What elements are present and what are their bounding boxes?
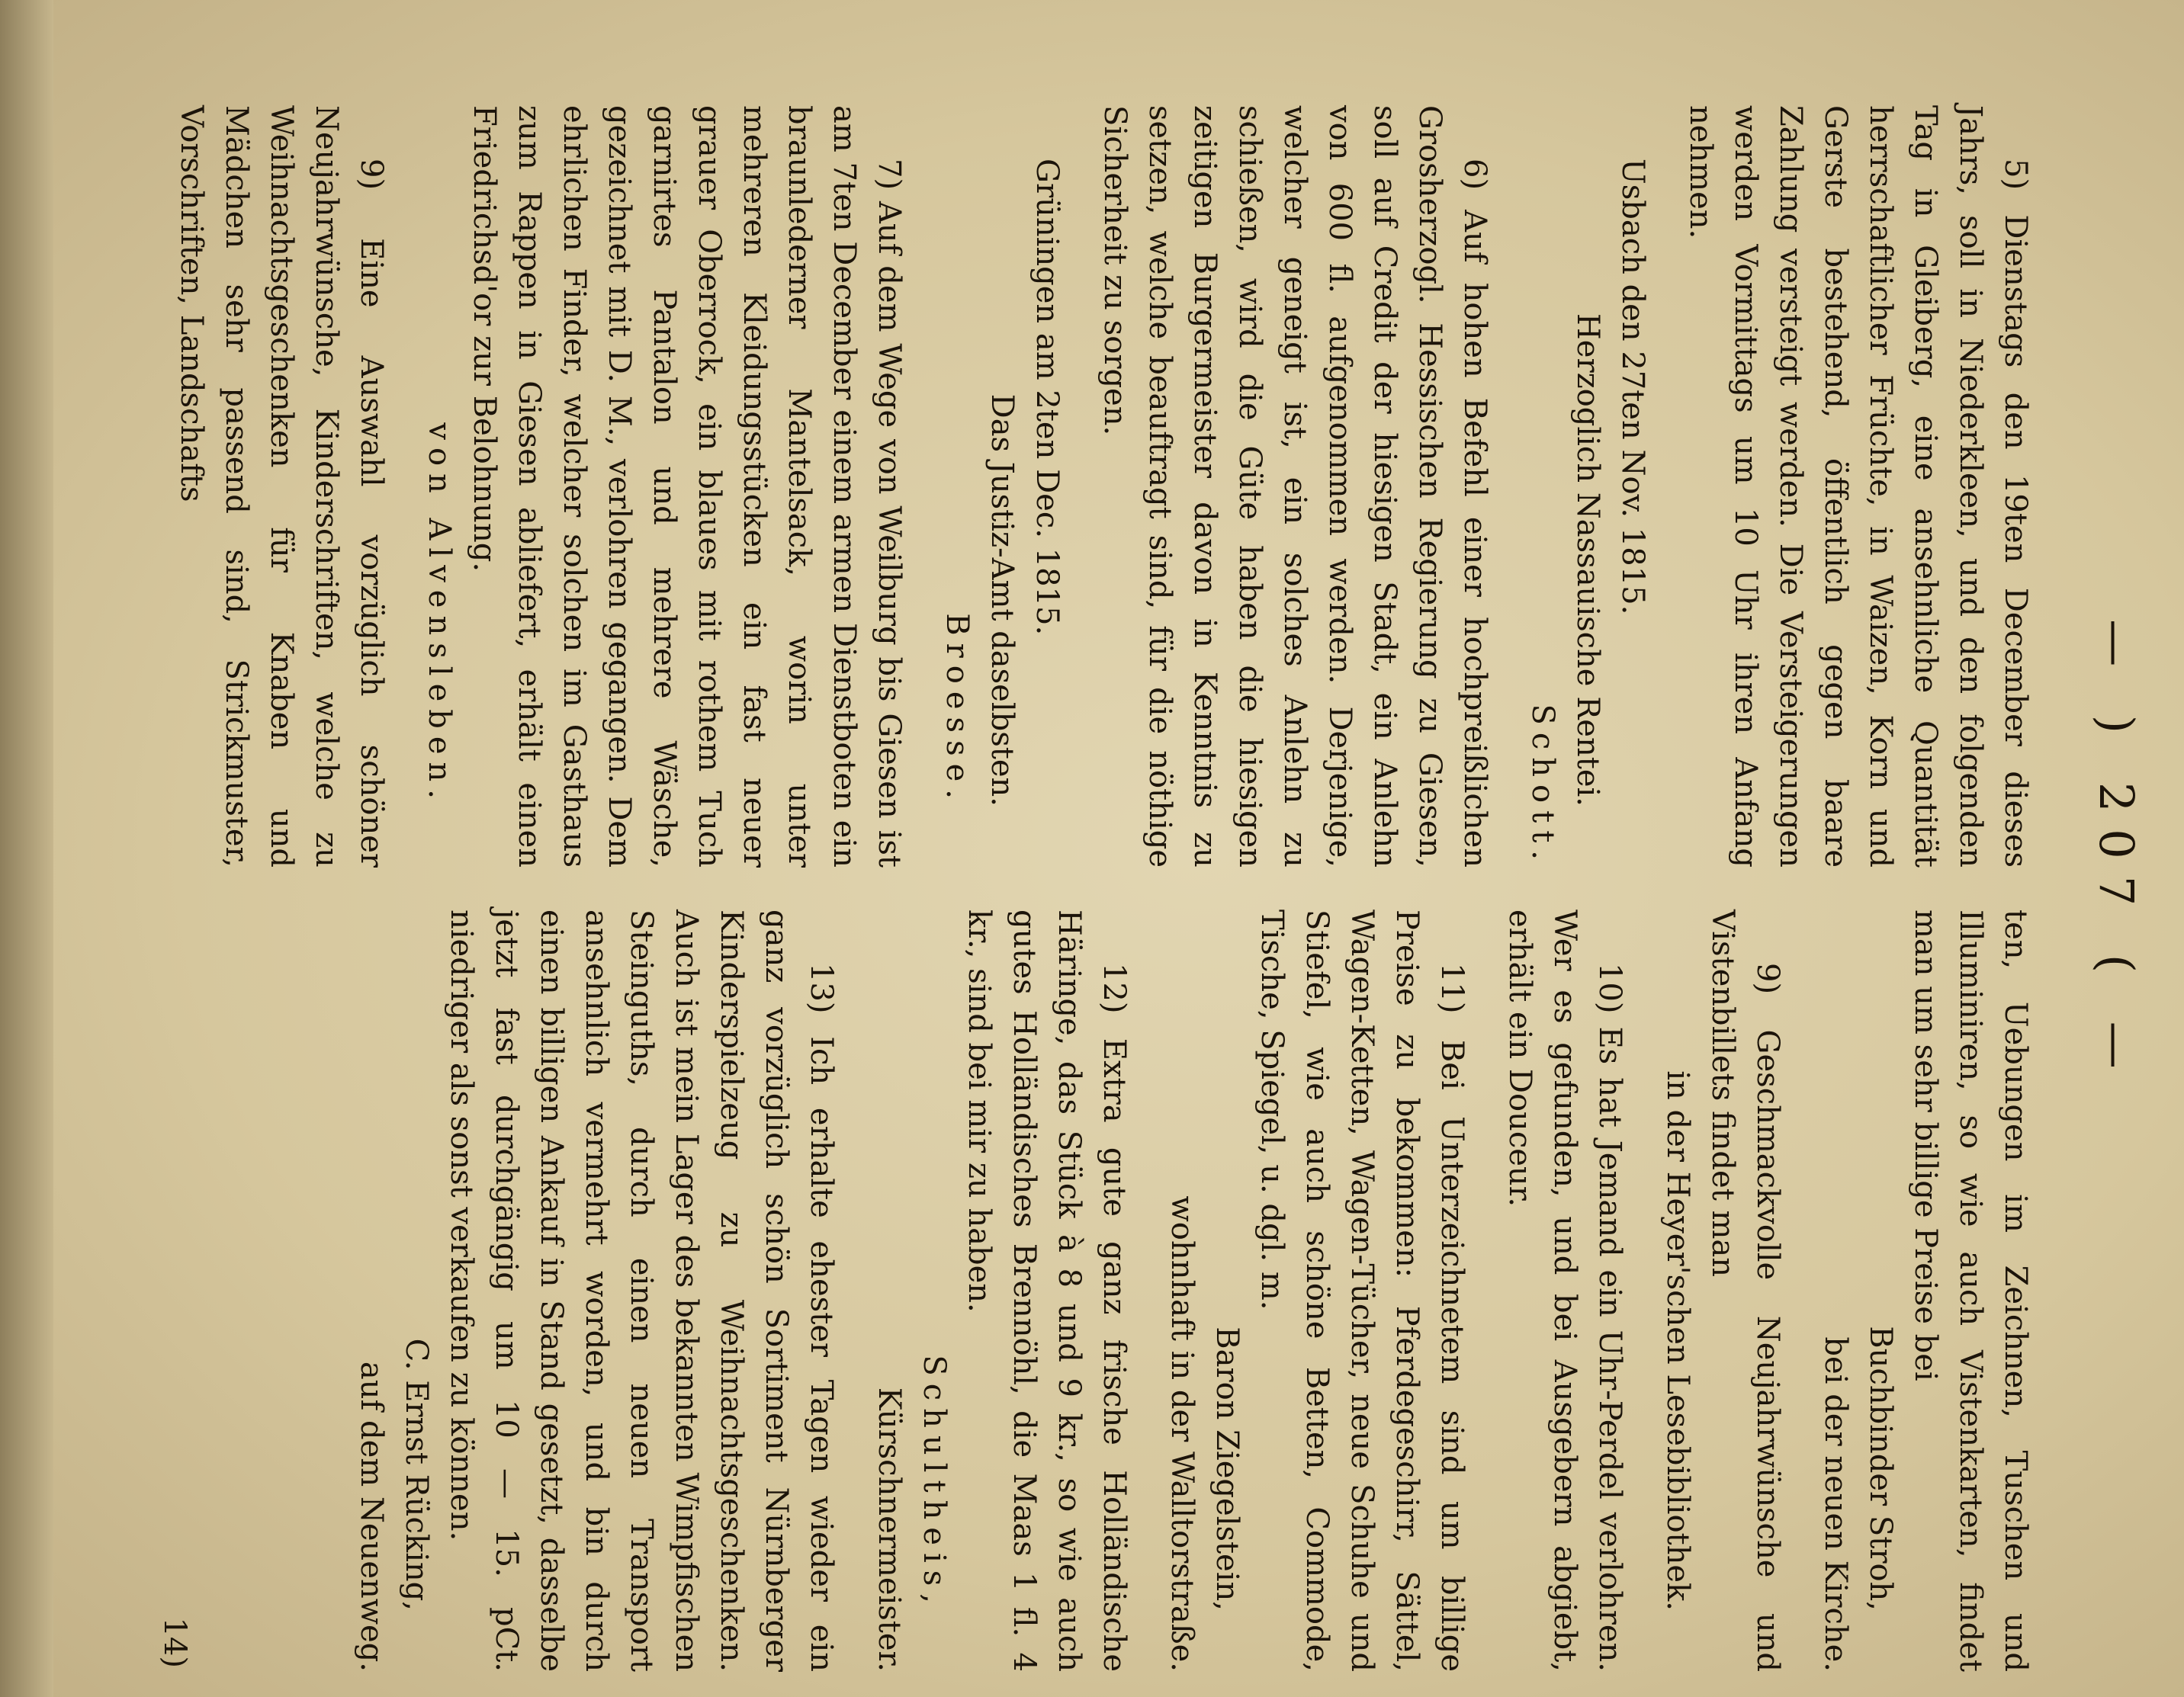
notice-text: 10) Es hat Jemand ein Uhr-Perdel verlohren. Wer es gefunden, und bei Ausgebern abgiebt, erhält ein Douceur.: [1502, 909, 1627, 1672]
right-column: [348, 909, 2038, 1672]
notice-text: 6) Auf hohen Befehl einer hochpreißlichen Grosherzogl. Hessischen Regierung zu Giesen, soll auf Credit der hiesigen Stadt, ein Anlehn von 600 fl. aufgenommen werden. Derjenige, welcher geneigt ist, ein solches Anlehn zu schießen, wird die Güte haben die hiesigen zeitigen Burgermeister davon in Kenntnis zu setzen, welche beauftragt sind, für die nöthige Sicherheit zu sorgen.: [1097, 105, 1492, 868]
notice-10: [1497, 909, 1632, 1672]
notice-signature-address: bei der neuen Kirche.: [1818, 1336, 1853, 1672]
notice-signature-address: wohnhaft in der Walltorstraße.: [1164, 1195, 1200, 1672]
notice-signature-address: auf dem Neuenweg.: [354, 1361, 389, 1672]
notice-7: [416, 105, 911, 868]
notice-signature-name: Schott.: [1525, 704, 1560, 868]
rotated-page: [55, 21, 2160, 1683]
catchword: 14): [157, 1617, 192, 1668]
notice-text: 9) Eine Auswahl vorzüglich schöner Neujahrwünsche, Kinderschriften, welche zu Weihnachtsgeschenken für Knaben und Mädchen sehr passend sind, Strickmuster, Vorschriften, Landschafts: [174, 105, 389, 868]
notice-text: 11) Bei Unterzeichnetem sind um billige Preise zu bekommen: Pferdegeschirr, Sättel, Wagen-Ketten, Wagen-Tücher, neue Schuhe und Stiefel, wie auch schöne Betten, Commode, Tische, Spiegel, u. dgl. m.: [1254, 909, 1469, 1672]
left-column: [146, 105, 2038, 868]
notice-6: [934, 105, 1497, 868]
notice-signature: in der Heyer'schen Lesebibliothek.: [1660, 1070, 1695, 1611]
notice-12: [866, 909, 1136, 1672]
notice-signature: Das Justiz-Amt daselbsten.: [984, 393, 1020, 807]
page-header: — ) 207 ( —: [2089, 619, 2144, 1086]
book-gutter: [0, 0, 53, 1697]
notice-signature: Schultheis,: [917, 1355, 952, 1611]
notice-signature: C. Ernst Rücking,: [399, 1338, 434, 1611]
notice-signature: von Alvensleben.: [422, 422, 457, 807]
notice-text: 13) Ich erhalte ehester Tagen wieder ein ganz vorzüglich schön Sortiment Nürnberger Kinderspielzeug zu Weihnachtsgeschenken. Auch ist mein Lager des bekannten Wimpfischen Steinguths, durch einen neuen Transport ansehnlich vermehrt worden, und bin durch einen billigen Ankauf in Stand gesetzt, dasselbe jetzt fast durchgängig um 10 — 15. pCt. niedriger als sonst verkaufen zu können.: [444, 909, 839, 1672]
notice-signature: Herzoglich Nassauische Rentei.: [1570, 313, 1605, 807]
notice-text: 12) Extra gute ganz frische Holländische Häringe, das Stück à 8 und 9 kr., so wie auch gutes Holländisches Brennöhl, die Maas 1 fl. 4 kr., sind bei mir zu haben.: [962, 909, 1132, 1672]
notice-date: Grüningen am 2ten Dec. 1815.: [1029, 159, 1065, 636]
notice-5: [1520, 105, 2038, 868]
notice-9b: [1655, 909, 1790, 1672]
notice-11: [1159, 909, 1474, 1672]
notice-13: [348, 909, 843, 1672]
notice-signature-name: Broesse.: [939, 613, 975, 807]
notice-text: 5) Dienstags den 19ten December dieses Jahrs, soll in Niederkleen, und den folgenden Tag in Gleiberg, eine ansehnliche Quantität herrschaftlicher Früchte, in Waizen, Korn und Gerste bestehend, öffentlich gegen baare Zahlung versteigt werden. Die Versteigerungen werden Vormittags um 10 Uhr ihren Anfang nehmen.: [1683, 105, 2033, 868]
notice-signature-title: Kürschnermeister.: [872, 1387, 907, 1672]
notice-text: 9) Geschmackvolle Neujahrwünsche und Vistenbillets findet man: [1705, 909, 1785, 1672]
notice-signature: Buchbinder Stroh,: [1863, 1326, 1898, 1611]
notice-date: Usbach den 27ten Nov. 1815.: [1615, 159, 1650, 615]
notice-signature: Baron Ziegelstein,: [1209, 1326, 1245, 1611]
notice-9: [169, 105, 393, 868]
notice-text: 7) Auf dem Wege von Weilburg bis Giesen ist am 7ten December einem armen Dienstboten ein braunlederner Mantelsack, worin unter mehreren Kleidungsstücken ein fast neuer grauer Oberrock, ein blaues mit rothem Tuch garnirtes Pantalon und mehrere Wäsche, gezeichnet mit D. M., verlohren gegangen. Dem ehrlichen Finder, welcher solchen im Gasthaus zum Rappen in Giesen abliefert, erhält einen Friedrichsd'or zur Belohnung.: [467, 105, 907, 868]
notice-text: ten, Uebungen im Zeichnen, Tuschen und Illuminiren, so wie auch Vistenkarten, findet man um sehr billige Preise bei: [1908, 909, 2033, 1672]
notice-8-cont: [1813, 909, 2038, 1672]
